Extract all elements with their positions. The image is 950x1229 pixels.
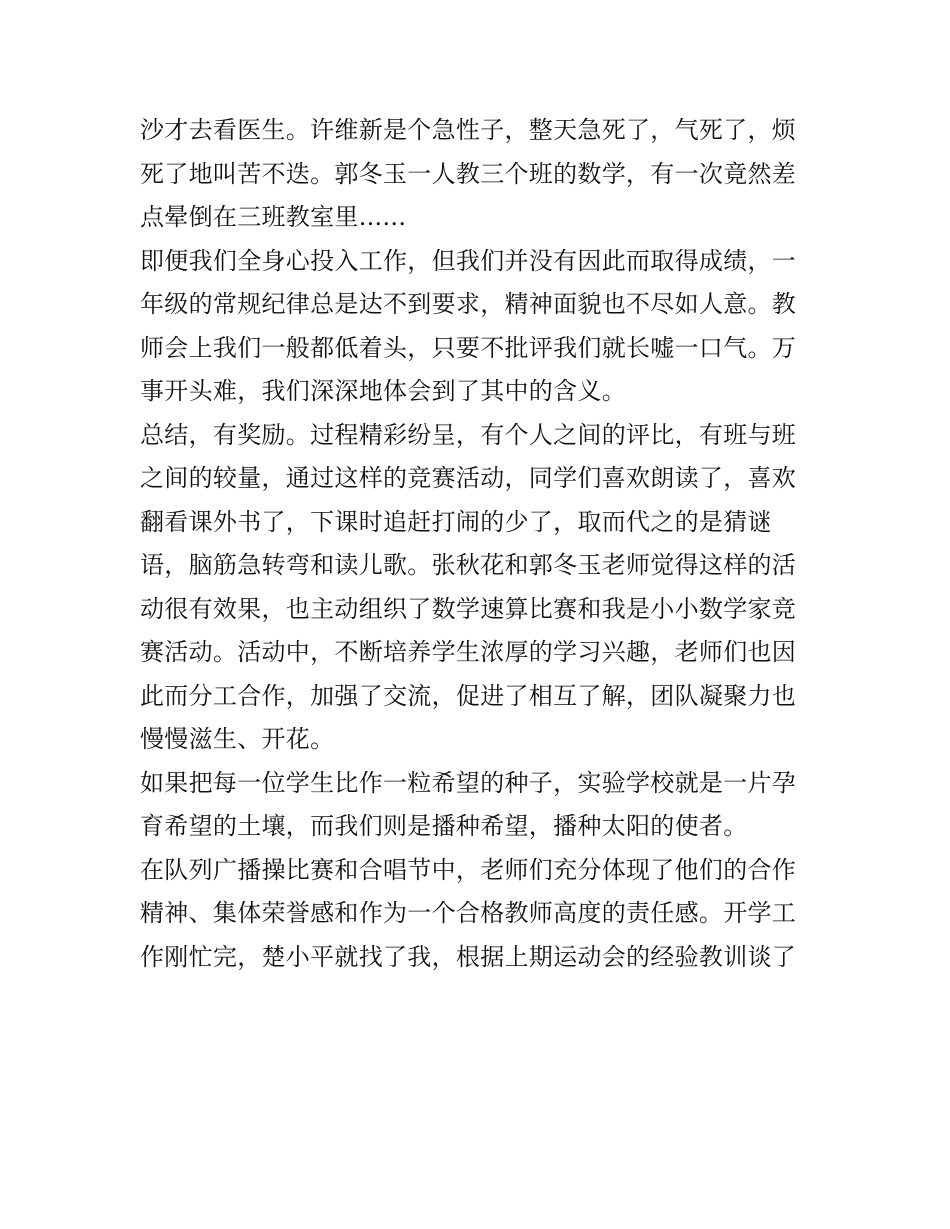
text-line: 赛活动。活动中，不断培养学生浓厚的学习兴趣，老师们也因 bbox=[140, 638, 797, 666]
text-line: 作刚忙完，楚小平就找了我，根据上期运动会的经验教训谈了 bbox=[140, 942, 797, 971]
body-text bbox=[140, 109, 830, 979]
text-line: 育希望的土壤，而我们则是播种希望，播种太阳的使者。 bbox=[140, 812, 748, 840]
text-line: 总结，有奖励。过程精彩纷呈，有个人之间的评比，有班与班 bbox=[140, 420, 797, 449]
text-line: 年级的常规纪律总是达不到要求，精神面貌也不尽如人意。教 bbox=[140, 290, 797, 318]
text-line: 沙才去看医生。许维新是个急性子，整天急死了，气死了，烦 bbox=[140, 116, 797, 144]
text-line: 翻看课外书了，下课时追赶打闹的少了，取而代之的是猜谜 bbox=[140, 507, 772, 536]
text-line: 之间的较量，通过这样的竞赛活动，同学们喜欢朗读了，喜欢 bbox=[140, 464, 797, 492]
text-line: 慢慢滋生、开花。 bbox=[140, 725, 335, 753]
text-line: 师会上我们一般都低着头，只要不批评我们就长嘘一口气。万 bbox=[140, 333, 797, 362]
text-line: 精神、集体荣誉感和作为一个合格教师高度的责任感。开学工 bbox=[140, 899, 797, 927]
text-line: 如果把每一位学生比作一粒希望的种子，实验学校就是一片孕 bbox=[140, 768, 797, 797]
text-line: 即便我们全身心投入工作，但我们并没有因此而取得成绩，一 bbox=[140, 246, 797, 275]
text-line: 在队列广播操比赛和合唱节中，老师们充分体现了他们的合作 bbox=[140, 855, 797, 884]
text-line: 事开头难，我们深深地体会到了其中的含义。 bbox=[140, 377, 626, 405]
text-line: 死了地叫苦不迭。郭冬玉一人教三个班的数学，有一次竟然差 bbox=[140, 159, 797, 188]
text-line: 动很有效果，也主动组织了数学速算比赛和我是小小数学家竞 bbox=[140, 594, 797, 623]
text-line: 此而分工合作，加强了交流，促进了相互了解，团队凝聚力也 bbox=[140, 681, 797, 710]
text-line: 点晕倒在三班教室里...... bbox=[140, 203, 407, 231]
text-line: 语，脑筋急转弯和读儿歌。张秋花和郭冬玉老师觉得这样的活 bbox=[140, 551, 797, 579]
